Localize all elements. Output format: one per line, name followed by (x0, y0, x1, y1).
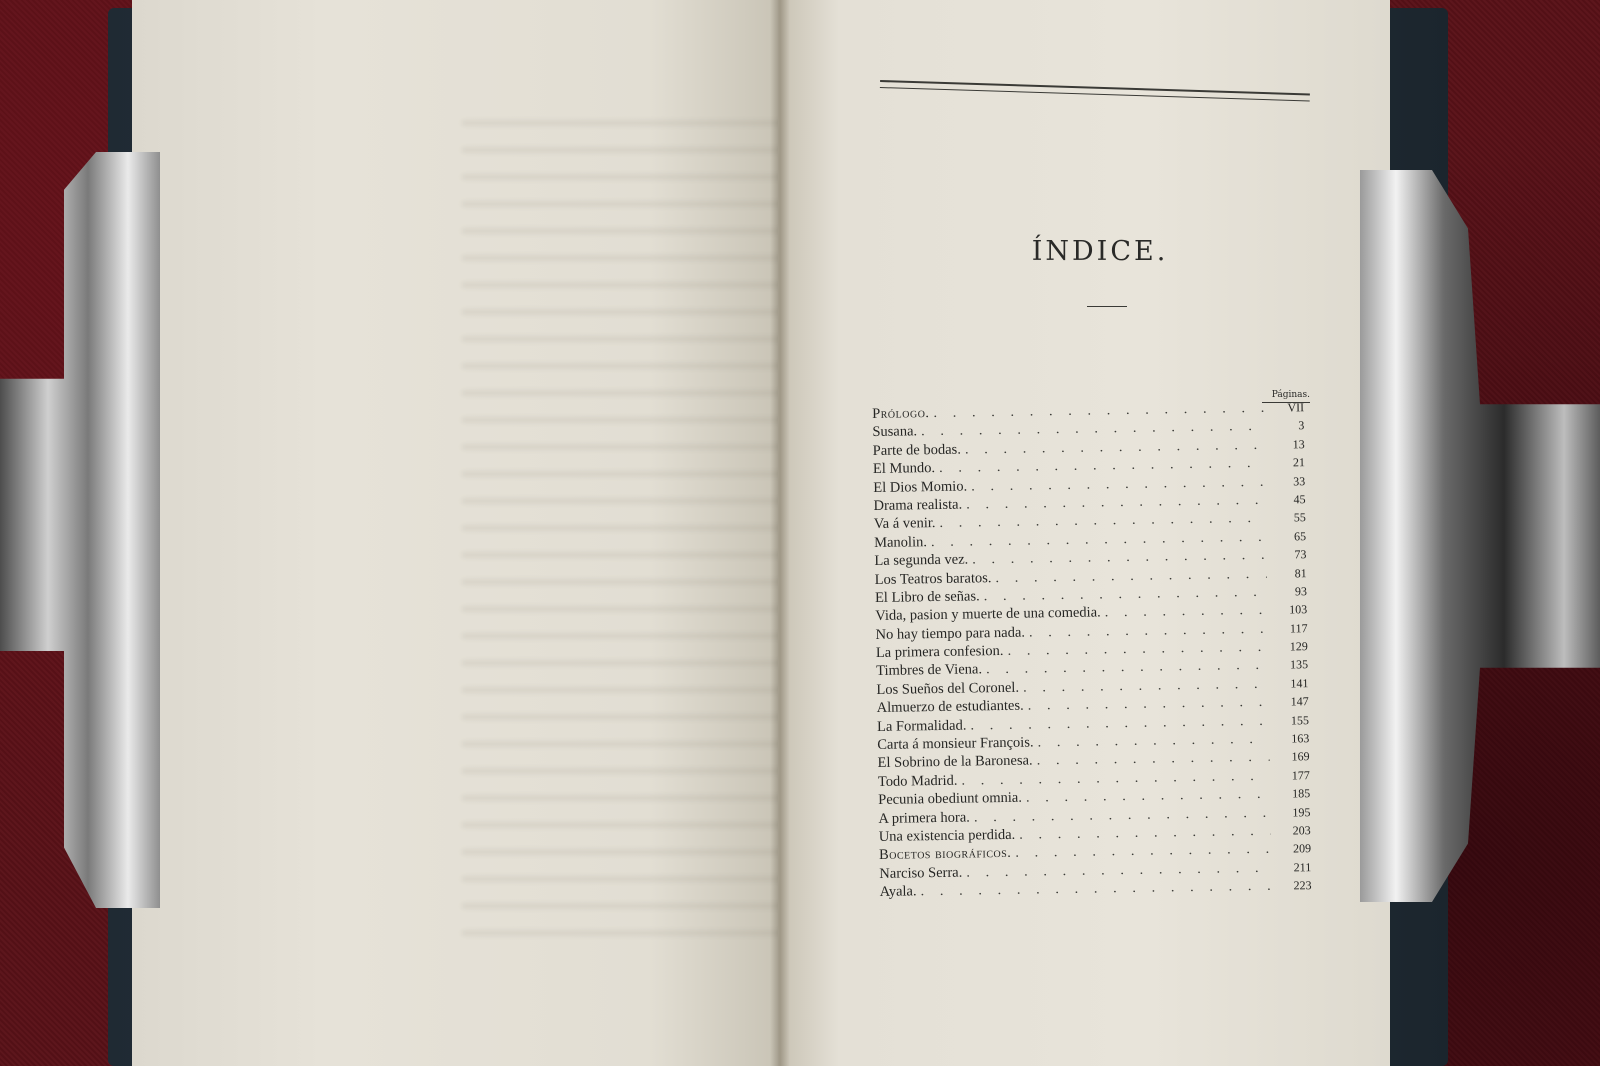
toc-entry-page: 203 (1292, 823, 1311, 838)
toc-entry-title: A primera hora. (878, 809, 971, 827)
toc-entry-page: 155 (1290, 712, 1310, 728)
toc-entry-title: El Sobrino de la Baronesa. (877, 752, 1033, 772)
dot-leader (1019, 823, 1271, 844)
toc-entry-page: 81 (1294, 565, 1307, 580)
toc-entry-page: 45 (1293, 492, 1306, 507)
toc-entry-page: 195 (1292, 804, 1311, 820)
toc-entry-title: Narciso Serra. (879, 864, 963, 882)
dot-leader (1028, 694, 1269, 715)
toc-entry-title: No hay tiempo para nada. (875, 624, 1026, 643)
toc-entry-page: 103 (1289, 602, 1308, 617)
toc-entry-title: El Libro de señas. (874, 588, 980, 606)
toc-entry-page: 73 (1294, 547, 1307, 562)
dot-leader (1007, 639, 1268, 660)
dot-leader (1023, 676, 1269, 697)
left-page (132, 0, 778, 1066)
toc-entry-title: Prólogo. (872, 405, 930, 422)
toc-entry-page: 3 (1298, 418, 1305, 433)
toc-entry-page: 223 (1293, 878, 1312, 893)
toc-entry-page: 33 (1293, 473, 1306, 488)
toc-entry-page: 185 (1292, 786, 1311, 801)
toc-entry-title: Parte de bodas. (872, 441, 962, 459)
dot-leader (1037, 731, 1269, 752)
toc-entry-page: 55 (1293, 510, 1306, 525)
toc-entry-title: El Mundo. (872, 460, 936, 478)
toc-entry-page: 209 (1292, 841, 1312, 856)
toc-entry-title: Drama realista. (873, 496, 963, 514)
dot-leader (1026, 786, 1270, 807)
toc-entry-title: Vida, pasion y muerte de una comedia. (875, 604, 1101, 625)
toc-entry-title: Pecunia obediunt omnia. (878, 789, 1023, 809)
table-of-contents (872, 399, 1312, 902)
toc-entry-page: VII (1287, 400, 1305, 415)
toc-entry-title: Almuerzo de estudiantes. (876, 697, 1024, 717)
heading-rule (1087, 306, 1127, 307)
toc-entry-page: 163 (1291, 731, 1310, 746)
toc-entry-title: Manolin. (874, 533, 928, 551)
index-heading: ÍNDICE. (1031, 236, 1169, 267)
toc-entry-page: 13 (1292, 436, 1305, 452)
toc-entry-page: 177 (1291, 767, 1310, 783)
toc-entry-title: Timbres de Viena. (876, 661, 983, 680)
toc-entry-page: 65 (1293, 528, 1307, 544)
book-gutter (770, 0, 790, 1066)
toc-entry-title: Una existencia perdida. (878, 826, 1016, 845)
toc-entry-title: La primera confesion. (875, 643, 1004, 662)
toc-entry-page: 117 (1289, 620, 1308, 636)
toc-entry-page: 21 (1292, 455, 1306, 470)
toc-entry-page: 135 (1290, 657, 1309, 672)
dot-leader (1105, 602, 1268, 622)
toc-entry-title: El Dios Momio. (873, 478, 968, 496)
toc-entry-title: Ayala. (879, 883, 917, 901)
toc-entry-title: Carta á monsieur François. (877, 734, 1034, 753)
toc-entry-title: La Formalidad. (876, 717, 967, 735)
toc-entry-page: 93 (1294, 584, 1308, 599)
toc-entry-title: Todo Madrid. (877, 772, 958, 790)
dot-leader (1029, 621, 1268, 642)
toc-entry-page: 169 (1291, 749, 1310, 764)
toc-entry-title: Bocetos biográficos. (878, 845, 1012, 864)
toc-entry-page: 147 (1290, 694, 1309, 709)
toc-entry-title: Va á venir. (873, 515, 936, 533)
toc-entry-page: 129 (1289, 639, 1308, 654)
toc-entry-title: Los Teatros baratos. (874, 569, 992, 588)
toc-entry-title: La segunda vez. (874, 551, 969, 570)
toc-entry-title: Susana. (872, 423, 918, 441)
toc-entry-page: 211 (1293, 859, 1312, 875)
show-through-text (462, 120, 822, 940)
dot-leader (1037, 749, 1270, 770)
dot-leader (1015, 841, 1271, 862)
toc-entry-page: 141 (1290, 676, 1309, 691)
pages-column-label: Páginas. (1262, 390, 1310, 403)
toc-entry-title: Los Sueños del Coronel. (876, 679, 1020, 698)
